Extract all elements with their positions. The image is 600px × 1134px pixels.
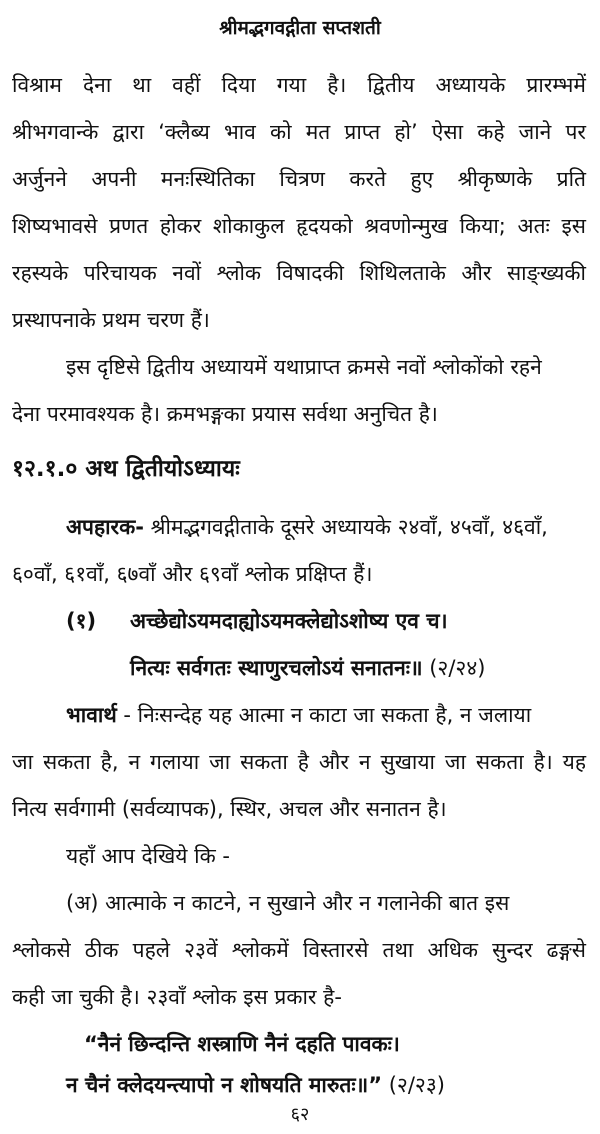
verse-line (130, 653, 485, 683)
paragraph-line: कही जा चुकी है। २३वाँ श्लोक इस प्रकार है- (12, 985, 342, 1009)
verse-text: नित्यः सर्वगतः स्थाणुरचलोऽयं सनातनः॥ (130, 656, 423, 680)
verse-reference: (२/२४) (422, 656, 486, 680)
verse-text: न चैनं क्लेदयन्त्यापो न शोषयति मारुतः॥” (66, 1073, 383, 1097)
bhavarth-label: भावार्थ (66, 703, 117, 727)
paragraph-line: इस दृष्टिसे द्वितीय अध्यायमें यथाप्राप्त क्रमसे नवों श्लोकोंको रहने (66, 355, 542, 379)
verse-reference: (२/२३) (382, 1073, 445, 1097)
paragraph-line: रहस्यके परिचायक नवों श्लोक विषादकी शिथिलताके और साङ्ख्यकी (12, 261, 586, 285)
verse-line: “नैनं छिन्दन्ति शस्त्राणि नैनं दहति पावकः। (84, 1032, 400, 1056)
paragraph-line: प्रस्थापनाके प्रथम चरण हैं। (12, 308, 210, 332)
paragraph-line: (अ) आत्माके न काटने, न सुखाने और न गलानेकी बात इस (66, 891, 510, 915)
paragraph-text: श्रीमद्भगवद्गीताके दूसरे अध्यायके २४वाँ, ४५वाँ, ४६वाँ, (144, 515, 548, 539)
verse-line (66, 1070, 445, 1100)
paragraph-line (66, 512, 548, 542)
paragraph-line: शिष्यभावसे प्रणत होकर शोकाकुल हृदयको श्रवणोन्मुख किया; अतः इस (12, 214, 586, 238)
paragraph-line: अर्जुनने अपनी मनःस्थितिका चित्रण करते हुए श्रीकृष्णके प्रति (12, 167, 586, 191)
paragraph-line: विश्राम देना था वहीं दिया गया है। द्वितीय अध्यायके प्रारम्भमें (12, 73, 586, 97)
paragraph-line: ६०वाँ, ६१वाँ, ६७वाँ और ६९वाँ श्लोक प्रक्षिप्त हैं। (12, 562, 373, 586)
page-number: ६२ (290, 1104, 310, 1125)
paragraph-line: देना परमावश्यक है। क्रमभङ्गका प्रयास सर्वथा अनुचित है। (12, 402, 438, 426)
paragraph-line: नित्य सर्वगामी (सर्वव्यापक), स्थिर, अचल और सनातन है। (12, 797, 447, 821)
apaharak-label: अपहारक- (66, 515, 144, 539)
verse-number: (१) (66, 609, 97, 633)
section-heading: १२.१.० अथ द्वितीयोऽध्यायः (12, 456, 240, 482)
paragraph-line: यहाँ आप देखिये कि - (66, 844, 230, 868)
verse-line: अच्छेद्योऽयमदाह्योऽयमक्लेद्योऽशोष्य एव च। (130, 609, 448, 633)
paragraph-text: - निःसन्देह यह आत्मा न काटा जा सकता है, न जलाया (116, 703, 532, 727)
paragraph-line (66, 700, 531, 730)
paragraph-line: जा सकता है, न गलाया जा सकता है और न सुखाया जा सकता है। यह (12, 750, 586, 774)
running-header: श्रीमद्भगवद्गीता सप्तशती (219, 17, 381, 39)
paragraph-line: श्रीभगवान्के द्वारा ‘क्लैब्य भाव को मत प्राप्त हो’ ऐसा कहे जाने पर (12, 120, 586, 144)
paragraph-line: श्लोकसे ठीक पहले २३वें श्लोकमें विस्तारसे तथा अधिक सुन्दर ढङ्गसे (12, 938, 586, 962)
